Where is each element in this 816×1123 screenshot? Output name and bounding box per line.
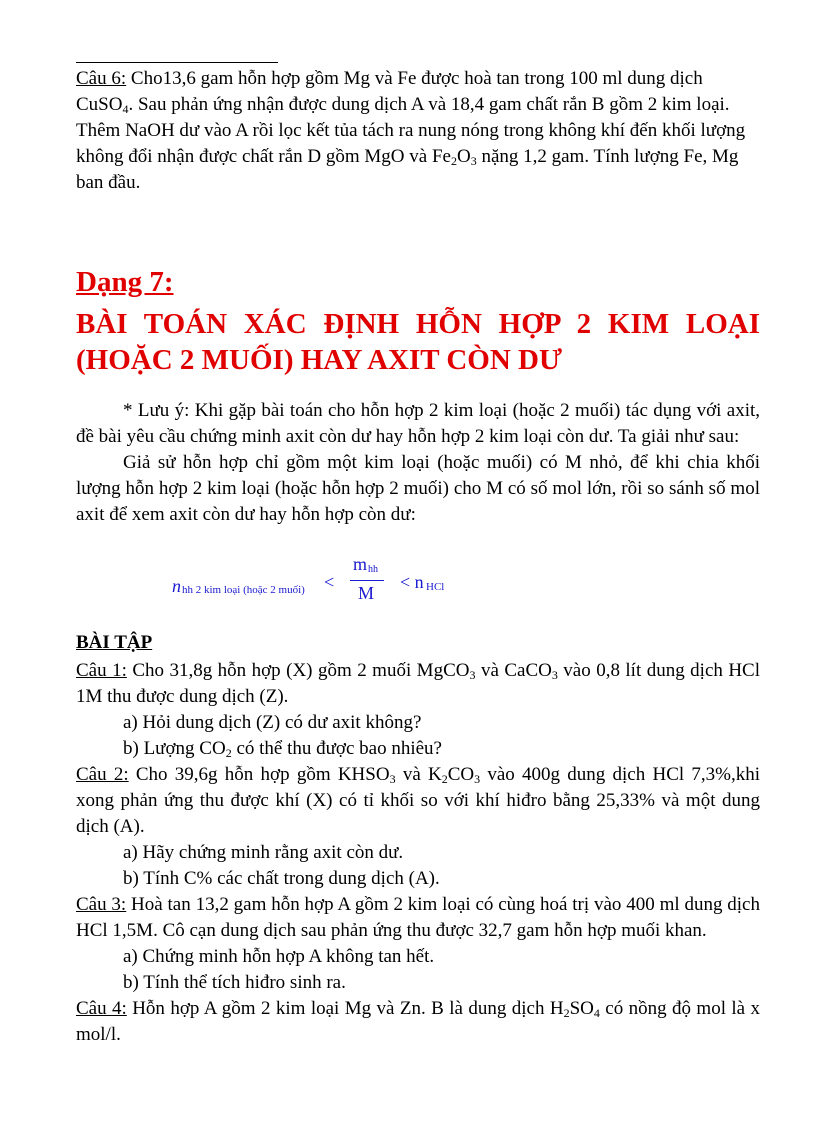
question-1 <box>76 658 760 710</box>
exercises-heading: BÀI TẬP <box>76 632 153 653</box>
subscript: 3 <box>551 668 558 682</box>
question-4-label: Câu 4: <box>76 998 127 1019</box>
text: có nồng độ mol là x mol/l. <box>76 998 760 1045</box>
question-2-b: b) Tính C% các chất trong dung dịch (A). <box>123 868 440 889</box>
question-3-b: b) Tính thể tích hiđro sinh ra. <box>123 972 346 993</box>
text: có thể thu được bao nhiêu? <box>231 738 442 759</box>
n-subscript: hh 2 kim loại (hoặc 2 muối) <box>182 584 305 596</box>
hcl-subscript: HCl <box>426 581 445 593</box>
assume-paragraph: Giả sử hỗn hợp chỉ gồm một kim loại (hoặc muối) có M nhỏ, để khi chia khối lượng hỗn hợp 2 kim loại (hoặc hỗn hợp 2 muối) cho M có số mol lớn, rồi so sánh số mol axit để xem axit còn dư hay hỗn hợp còn dư: <box>76 452 760 525</box>
subscript: 2 <box>441 772 448 786</box>
numerator-subscript: hh <box>368 564 378 575</box>
subscript: 3 <box>469 668 476 682</box>
method-note <box>76 398 760 528</box>
question-6-line4b: nặng 1,2 gam. Tính lượng Fe, Mg <box>476 146 739 167</box>
n-symbol: n <box>172 576 181 596</box>
text: vào 0,8 lít dung dịch HCl 1M thu được dung dịch (Z). <box>76 660 761 707</box>
subscript: 2 <box>563 1006 570 1020</box>
question-6 <box>76 66 760 196</box>
subscript: 2 <box>450 154 457 168</box>
question-3 <box>76 892 760 944</box>
question-1-label: Câu 1: <box>76 660 127 681</box>
text: vào 400g dung dịch HCl 7,3%,khi xong phản ứng thu được khí (X) có tỉ khối so với khí hiđro bằng 25,33% và một dung dịch (A). <box>76 764 760 837</box>
question-2-label: Câu 2: <box>76 764 129 785</box>
question-6-line1: Cho13,6 gam hỗn hợp gồm Mg và Fe được hoà tan trong 100 ml dung dịch <box>126 68 703 89</box>
question-6-line2: . Sau phản ứng nhận được dung dịch A và 18,4 gam chất rắn B gồm 2 kim loại. <box>128 94 730 115</box>
text: b) Lượng CO <box>123 738 226 759</box>
question-1-a: a) Hỏi dung dịch (Z) có dư axit không? <box>123 712 422 733</box>
subscript: 3 <box>470 154 477 168</box>
section-heading: Dạng 7: <box>76 266 174 298</box>
question-6-line3: Thêm NaOH dư vào A rồi lọc kết tủa tách ra nung nóng trong không khí đến khối lượng <box>76 120 746 141</box>
subscript: 3 <box>389 772 396 786</box>
denominator: M <box>358 583 375 603</box>
formula-text: CuSO <box>76 94 123 115</box>
text: và CaCO <box>475 660 552 681</box>
question-1-b <box>76 736 760 762</box>
question-4 <box>76 996 760 1048</box>
text: SO <box>569 998 594 1019</box>
question-3-a: a) Chứng minh hỗn hợp A không tan hết. <box>123 946 435 967</box>
text: và K <box>395 764 442 785</box>
question-6-line5: ban đầu. <box>76 172 141 193</box>
less-than-1: < <box>324 572 335 592</box>
text: Cho 39,6g hỗn hợp gồm KHSO <box>128 764 390 785</box>
question-6-line4: không đổi nhận được chất rắn D gồm MgO và Fe <box>76 146 451 167</box>
text: Hoà tan 13,2 gam hỗn hợp A gồm 2 kim loại có cùng hoá trị vào 400 ml dung dịch HCl 1,5M. Cô cạn dung dịch sau phản ứng thu được 32,7 gam hỗn hợp muối khan. <box>76 894 760 941</box>
text: Cho 31,8g hỗn hợp (X) gồm 2 muối MgCO <box>126 660 470 681</box>
text: CO <box>447 764 475 785</box>
formula-text: O <box>456 146 471 167</box>
text: Hỗn hợp A gồm 2 kim loại Mg và Zn. B là dung dịch H <box>126 998 564 1019</box>
subscript: 2 <box>225 746 232 760</box>
question-3-label: Câu 3: <box>76 894 127 915</box>
question-2-a: a) Hãy chứng minh rằng axit còn dư. <box>123 842 404 863</box>
subscript: 4 <box>122 102 129 116</box>
numerator: m <box>353 554 368 574</box>
question-6-label: Câu 6: <box>76 68 127 89</box>
subscript: 3 <box>474 772 481 786</box>
exercises <box>76 658 760 1048</box>
inequality-formula <box>172 554 472 604</box>
footnote-rule <box>76 62 278 63</box>
question-2 <box>76 762 760 840</box>
note-paragraph: * Lưu ý: Khi gặp bài toán cho hỗn hợp 2 kim loại (hoặc 2 muối) tác dụng với axit, đề bài yêu cầu chứng minh axit còn dư hay hỗn hợp 2 kim loại còn dư. Ta giải như sau: <box>76 400 760 447</box>
less-than-2: < n <box>400 572 424 592</box>
fraction-bar <box>350 580 384 581</box>
section-title: BÀI TOÁN XÁC ĐỊNH HỖN HỢP 2 KIM LOẠI (HOẶC 2 MUỐI) HAY AXIT CÒN DƯ <box>76 308 760 376</box>
subscript: 4 <box>593 1006 600 1020</box>
